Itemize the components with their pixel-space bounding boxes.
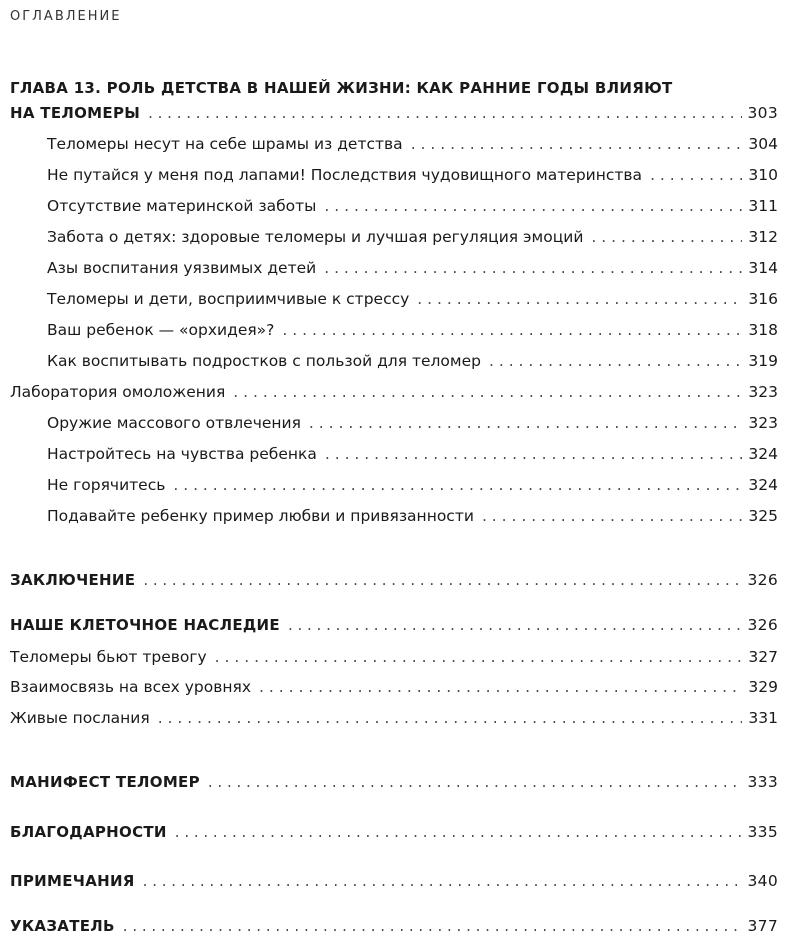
page-number: 340 bbox=[747, 872, 778, 890]
page-number: 326 bbox=[747, 571, 778, 589]
toc-entry[interactable] bbox=[10, 709, 778, 727]
toc-entry[interactable] bbox=[47, 352, 778, 370]
page-number: 310 bbox=[748, 166, 778, 184]
dot-leader bbox=[259, 678, 742, 696]
dot-leader bbox=[158, 709, 743, 727]
page-number: 316 bbox=[748, 290, 778, 308]
entry-title: Подавайте ребенку пример любви и привязанности bbox=[47, 507, 474, 525]
dot-leader bbox=[591, 228, 742, 246]
page-number: 314 bbox=[748, 259, 778, 277]
dot-leader bbox=[282, 321, 742, 339]
toc-entry-conclusion[interactable] bbox=[10, 571, 778, 589]
page-number: 319 bbox=[748, 352, 778, 370]
toc-entry[interactable] bbox=[47, 476, 778, 494]
entry-title: УКАЗАТЕЛЬ bbox=[10, 917, 115, 935]
dot-leader bbox=[417, 290, 742, 308]
entry-title: Азы воспитания уязвимых детей bbox=[47, 259, 317, 277]
entry-title: Ваш ребенок — «орхидея»? bbox=[47, 321, 275, 339]
page-number: 335 bbox=[747, 823, 778, 841]
toc-entry[interactable] bbox=[10, 678, 778, 696]
entry-title: Забота о детях: здоровые теломеры и лучшая регуляция эмоций bbox=[47, 228, 584, 246]
entry-title: НАШЕ КЛЕТОЧНОЕ НАСЛЕДИЕ bbox=[10, 616, 280, 634]
page-number: 311 bbox=[748, 197, 778, 215]
dot-leader bbox=[309, 414, 742, 432]
page-number: 303 bbox=[747, 104, 778, 122]
page-number: 325 bbox=[748, 507, 778, 525]
dot-leader bbox=[175, 823, 742, 841]
dot-leader bbox=[143, 872, 742, 890]
toc-entry[interactable] bbox=[10, 383, 778, 401]
toc-entry-manifesto[interactable] bbox=[10, 773, 778, 791]
page-number: 326 bbox=[747, 616, 778, 634]
toc-entry[interactable] bbox=[47, 135, 778, 153]
entry-title: Теломеры несут на себе шрамы из детства bbox=[47, 135, 403, 153]
toc-entry-notes[interactable] bbox=[10, 872, 778, 890]
dot-leader bbox=[489, 352, 742, 370]
entry-title: МАНИФЕСТ ТЕЛОМЕР bbox=[10, 773, 200, 791]
page-number: 329 bbox=[748, 678, 778, 696]
chapter-13-title-line-2: НА ТЕЛОМЕРЫ bbox=[10, 104, 141, 122]
dot-leader bbox=[173, 476, 742, 494]
toc-entry[interactable] bbox=[47, 507, 778, 525]
entry-title: Теломеры и дети, восприимчивые к стрессу bbox=[47, 290, 410, 308]
entry-title: Теломеры бьют тревогу bbox=[10, 648, 207, 666]
page-number: 324 bbox=[748, 445, 778, 463]
entry-title: Лаборатория омоложения bbox=[10, 383, 226, 401]
dot-leader bbox=[208, 773, 742, 791]
page-number: 318 bbox=[748, 321, 778, 339]
dot-leader bbox=[123, 917, 742, 935]
entry-title: Не горячитесь bbox=[47, 476, 166, 494]
entry-title: ЗАКЛЮЧЕНИЕ bbox=[10, 571, 136, 589]
toc-entry[interactable] bbox=[47, 197, 778, 215]
dot-leader bbox=[143, 571, 741, 589]
dot-leader bbox=[324, 197, 742, 215]
toc-entry[interactable] bbox=[47, 166, 778, 184]
entry-title: БЛАГОДАРНОСТИ bbox=[10, 823, 167, 841]
toc-entry[interactable] bbox=[47, 259, 778, 277]
dot-leader bbox=[215, 648, 743, 666]
page-number: 331 bbox=[748, 709, 778, 727]
toc-entry[interactable] bbox=[47, 414, 778, 432]
toc-entry[interactable] bbox=[47, 290, 778, 308]
page-number: 323 bbox=[748, 383, 778, 401]
toc-entry-index[interactable] bbox=[10, 917, 778, 935]
chapter-13-entry[interactable] bbox=[10, 104, 778, 122]
entry-title: Не путайся у меня под лапами! Последствия чудовищного материнства bbox=[47, 166, 643, 184]
toc-entry[interactable] bbox=[10, 648, 778, 666]
toc-entry[interactable] bbox=[47, 445, 778, 463]
toc-entry[interactable] bbox=[47, 321, 778, 339]
entry-title: Настройтесь на чувства ребенка bbox=[47, 445, 317, 463]
dot-leader bbox=[650, 166, 742, 184]
toc-entry[interactable] bbox=[47, 228, 778, 246]
running-head: ОГЛАВЛЕНИЕ bbox=[10, 9, 122, 24]
page-number: 377 bbox=[747, 917, 778, 935]
toc-entry-heritage[interactable] bbox=[10, 616, 778, 634]
toc-entry-acknowledgements[interactable] bbox=[10, 823, 778, 841]
entry-title: Оружие массового отвлечения bbox=[47, 414, 301, 432]
dot-leader bbox=[288, 616, 742, 634]
entry-title: Как воспитывать подростков с пользой для теломер bbox=[47, 352, 481, 370]
entry-title: Взаимосвязь на всех уровнях bbox=[10, 678, 252, 696]
page-number: 323 bbox=[748, 414, 778, 432]
page-number: 312 bbox=[748, 228, 778, 246]
page-number: 304 bbox=[748, 135, 778, 153]
page-number: 333 bbox=[747, 773, 778, 791]
dot-leader bbox=[411, 135, 743, 153]
dot-leader bbox=[482, 507, 742, 525]
entry-title: Отсутствие материнской заботы bbox=[47, 197, 317, 215]
dot-leader bbox=[233, 383, 742, 401]
entry-title: ПРИМЕЧАНИЯ bbox=[10, 872, 135, 890]
dot-leader bbox=[324, 259, 742, 277]
chapter-13-title-line-1: ГЛАВА 13. РОЛЬ ДЕТСТВА В НАШЕЙ ЖИЗНИ: КАК РАННИЕ ГОДЫ ВЛИЯЮТ bbox=[10, 79, 673, 97]
entry-title: Живые послания bbox=[10, 709, 150, 727]
dot-leader bbox=[325, 445, 743, 463]
dot-leader bbox=[148, 104, 741, 122]
page-number: 324 bbox=[748, 476, 778, 494]
page-number: 327 bbox=[748, 648, 778, 666]
